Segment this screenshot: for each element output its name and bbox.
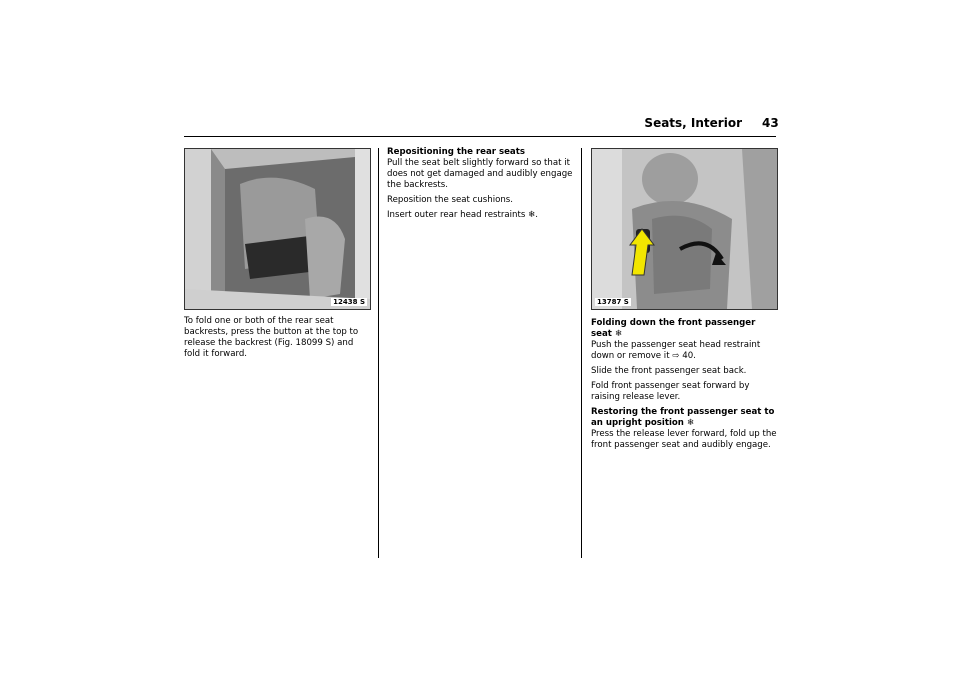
figure-id-label: 12438 S	[333, 298, 365, 306]
section-title: Seats, Interior	[644, 116, 742, 130]
paragraph: Slide the front passenger seat back.	[591, 366, 747, 376]
header-rule	[184, 136, 776, 137]
figure-id-label: 13787 S	[597, 298, 629, 306]
paragraph: Reposition the seat cushions.	[387, 195, 514, 205]
column-divider-2	[581, 148, 582, 558]
column-2-text	[387, 147, 573, 225]
paragraph: Insert outer rear head restraints ❄.	[387, 210, 538, 220]
column-1-text	[184, 316, 370, 364]
figure-front-seat	[591, 148, 778, 310]
heading-folding: Folding down the front passenger seat ❄	[591, 318, 756, 339]
heading-repositioning: Repositioning the rear seats	[387, 147, 525, 157]
paragraph: Press the release lever forward, fold up the front passenger seat and audibly engage.	[591, 429, 777, 450]
paragraph: Push the passenger seat head restraint down or remove it ⇨ 40.	[591, 340, 761, 361]
front-seat-photo	[592, 149, 777, 309]
figure-rear-seats	[184, 148, 371, 310]
column-divider-1	[378, 148, 379, 558]
heading-restoring: Restoring the front passenger seat to an upright position ❄	[591, 407, 775, 428]
rear-seat-photo	[185, 149, 370, 309]
page-number: 43	[762, 116, 779, 130]
paragraph: Fold front passenger seat forward by raising release lever.	[591, 381, 750, 402]
paragraph: To fold one or both of the rear seat backrests, press the button at the top to release the backrest (Fig. 18099 S) and fold it forward.	[184, 316, 359, 359]
column-3-text	[591, 318, 779, 455]
paragraph: Pull the seat belt slightly forward so that it does not get damaged and audibly engage the backrests.	[387, 158, 573, 190]
